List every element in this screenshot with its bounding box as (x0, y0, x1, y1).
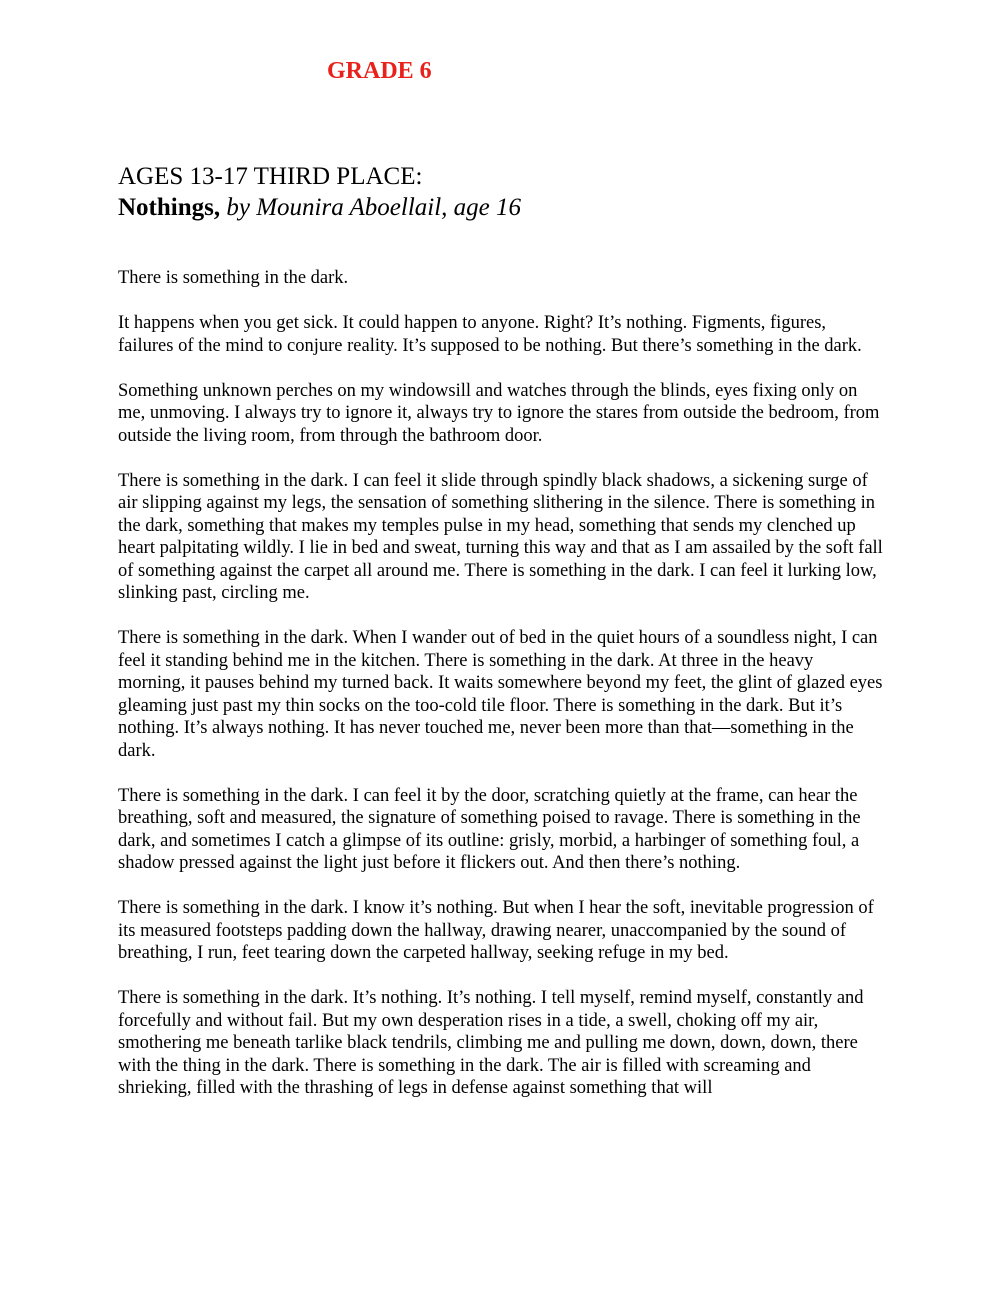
story-body (118, 267, 885, 1122)
story-title: Nothings, (118, 194, 221, 221)
story-heading (118, 161, 918, 223)
paragraph: It happens when you get sick. It could happen to anyone. Right? It’s nothing. Figments, figures, failures of the mind to conjure reality. It’s supposed to be nothing. But there’s something in the dark. (118, 313, 862, 356)
paragraph: There is something in the dark. It’s nothing. It’s nothing. I tell myself, remind myself, constantly and forcefully and without fail. But my own desperation rises in a tide, a swell, choking off my air, smothering me beneath tarlike black tendrils, climbing me and pulling me down, down, down, there with the thing in the dark. There is something in the dark. The air is filled with screaming and shrieking, filled with the thrashing of legs in defense against something that will (118, 988, 864, 1098)
story-title-line (118, 192, 918, 223)
paragraph: There is something in the dark. (118, 268, 349, 288)
paragraph: There is something in the dark. When I wander out of bed in the quiet hours of a soundless night, I can feel it standing behind me in the kitchen. There is something in the dark. At three in the heavy morning, it pauses behind my turned back. It waits somewhere beyond my feet, the glint of glazed eyes gleaming just past my thin socks on the too-cold tile floor. There is something in the dark. But it’s nothing. It’s always nothing. It has never touched me, never been more than that—something in the dark. (118, 628, 883, 761)
paragraph: There is something in the dark. I can feel it slide through spindly black shadows, a sickening surge of air slipping against my legs, the sensation of something slithering in the silence. There is something in the dark, something that makes my temples pulse in my head, something that sends my clenched up heart palpitating wildly. I lie in bed and sweat, turning this way and that as I am assailed by the soft fall of something against the carpet all around me. There is something in the dark. I can feel it lurking low, slinking past, circling me. (118, 470, 883, 603)
paragraph: Something unknown perches on my windowsill and watches through the blinds, eyes fixing only on me, unmoving. I always try to ignore it, always try to ignore the stares from outside the bedroom, from outside the living room, from through the bathroom door. (118, 380, 880, 446)
story-byline: by Mounira Aboellail, age 16 (226, 194, 522, 221)
paragraph: There is something in the dark. I can feel it by the door, scratching quietly at the frame, can hear the breathing, soft and measured, the signature of something poised to ravage. There is something in the dark, and sometimes I catch a glimpse of its outline: grisly, morbid, a harbinger of something foul, a shadow pressed against the light just before it flickers out. And then there’s nothing. (118, 785, 861, 873)
grade-label: GRADE 6 (327, 58, 432, 84)
award-category: AGES 13-17 THIRD PLACE: (118, 163, 423, 190)
paragraph: There is something in the dark. I know it’s nothing. But when I hear the soft, inevitable progression of its measured footsteps padding down the hallway, drawing nearer, unaccompanied by the sound of breathing, I run, feet tearing down the carpeted hallway, seeking refuge in my bed. (118, 898, 874, 963)
